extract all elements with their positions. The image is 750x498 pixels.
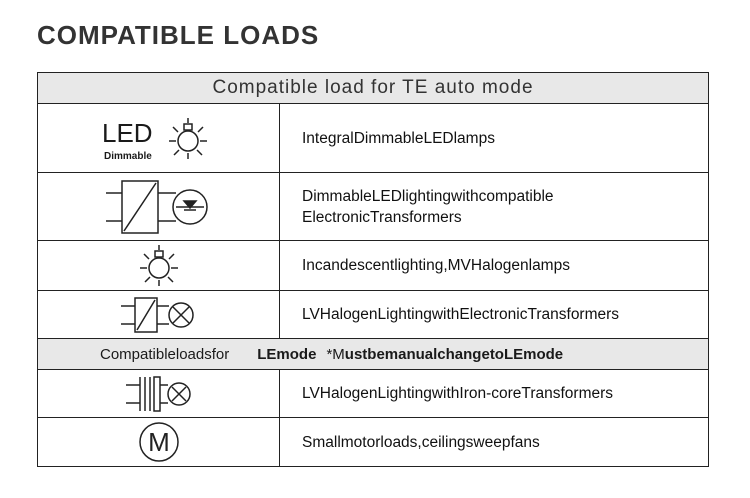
description-line: ElectronicTransformers: [302, 208, 462, 226]
table-header-row: [38, 73, 709, 104]
icon-cell: [38, 418, 280, 467]
motor-letter: M: [147, 427, 170, 457]
icon-cell: [38, 241, 280, 291]
page-title: COMPATIBLE LOADS: [37, 20, 320, 50]
table-row: [38, 241, 709, 291]
description-cell: [280, 370, 709, 418]
le-mode-prefix: Compatibleloadsfor: [100, 345, 230, 363]
icon-cell: [38, 370, 280, 418]
le-mode-header: [38, 339, 709, 370]
table-row: [38, 418, 709, 467]
led-dimmable-label: Dimmable: [104, 151, 152, 162]
iron-core-transformer-halogen-icon: [124, 375, 194, 413]
led-label: LED: [102, 118, 153, 148]
description-cell: [280, 241, 709, 291]
icon-cell: [38, 173, 280, 241]
description-line: Smallmotorloads,ceilingsweepfans: [302, 433, 540, 451]
table-row: [38, 291, 709, 339]
incandescent-lamp-icon: [139, 245, 179, 287]
le-mode-header-row: [38, 339, 709, 370]
description-line: LVHalogenLightingwithIron-coreTransformers: [302, 385, 614, 402]
icon-cell: [38, 291, 280, 339]
description-cell: [280, 104, 709, 173]
motor-icon: [137, 420, 181, 464]
electronic-transformer-led-icon: [104, 179, 214, 235]
compatible-loads-table: [37, 72, 709, 467]
icon-cell: [38, 104, 280, 173]
description-line: DimmableLEDlightingwithcompatible: [302, 187, 554, 205]
electronic-transformer-halogen-icon: [119, 296, 199, 334]
table-header: Compatible load for TE auto mode: [38, 73, 709, 104]
description-cell: [280, 418, 709, 467]
led-dimmable-lamp-icon: [168, 118, 208, 160]
le-mode-note: ustbemanualchangetoLEmode: [344, 345, 564, 363]
description-cell: [280, 291, 709, 339]
le-mode-note-star: *M: [326, 345, 345, 363]
description-line: Incandescentlighting,MVHalogenlamps: [302, 257, 570, 274]
description-line: IntegralDimmableLEDlamps: [302, 129, 495, 147]
table-row: [38, 173, 709, 241]
le-mode-label: LEmode: [257, 345, 317, 363]
description-line: LVHalogenLightingwithElectronicTransformers: [302, 306, 620, 323]
table-row: [38, 370, 709, 418]
table-row: [38, 104, 709, 173]
description-cell: [280, 173, 709, 241]
